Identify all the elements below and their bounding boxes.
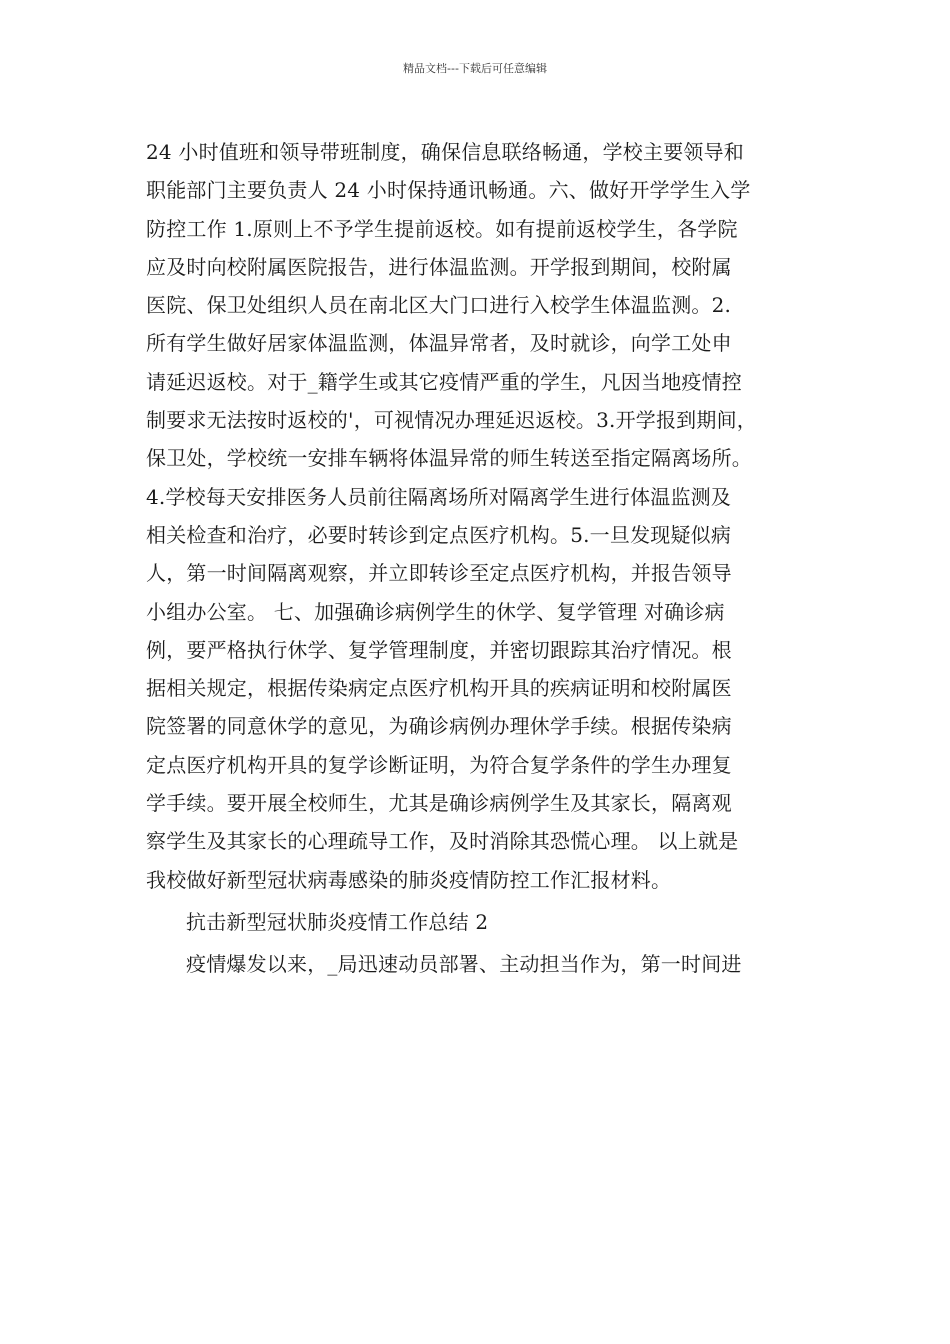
body-line: 定点医疗机构开具的复学诊断证明，为符合复学条件的学生办理复 bbox=[146, 752, 732, 777]
body-line: 院签署的同意休学的意见，为确诊病例办理休学手续。根据传染病 bbox=[146, 714, 732, 739]
body-line: 防控工作 1.原则上不予学生提前返校。如有提前返校学生，各学院 bbox=[146, 216, 738, 241]
section-title: 抗击新型冠状肺炎疫情工作总结 2 bbox=[186, 909, 489, 934]
body-line: 职能部门主要负责人 24 小时保持通讯畅通。六、做好开学学生入学 bbox=[146, 178, 751, 203]
body-line: 医院、保卫处组织人员在南北区大门口进行入校学生体温监测。2. bbox=[146, 293, 732, 318]
page-header: 精品文档---下载后可任意编辑 bbox=[403, 62, 547, 75]
body-line: 所有学生做好居家体温监测，体温异常者，及时就诊，向学工处申 bbox=[146, 331, 732, 356]
body-line: 保卫处，学校统一安排车辆将体温异常的师生转送至指定隔离场所。 bbox=[146, 446, 752, 471]
body-line: 察学生及其家长的心理疏导工作，及时消除其恐慌心理。 以上就是 bbox=[146, 829, 739, 854]
body-line: 据相关规定，根据传染病定点医疗机构开具的疾病证明和校附属医 bbox=[146, 676, 732, 701]
body-line: 请延迟返校。对于_籍学生或其它疫情严重的学生，凡因当地疫情控 bbox=[146, 369, 742, 394]
body-line: 我校做好新型冠状病毒感染的肺炎疫情防控工作汇报材料。 bbox=[146, 867, 672, 892]
body-line: 4.学校每天安排医务人员前往隔离场所对隔离学生进行体温监测及 bbox=[146, 484, 732, 509]
paragraph-first-line: 疫情爆发以来，_局迅速动员部署、主动担当作为，第一时间进 bbox=[186, 952, 742, 977]
body-line: 相关检查和治疗，必要时转诊到定点医疗机构。5.一旦发现疑似病 bbox=[146, 522, 732, 547]
body-line: 小组办公室。 七、加强确诊病例学生的休学、复学管理 对确诊病 bbox=[146, 599, 725, 624]
body-line: 人，第一时间隔离观察，并立即转诊至定点医疗机构，并报告领导 bbox=[146, 561, 732, 586]
document-body bbox=[146, 133, 826, 984]
body-line: 应及时向校附属医院报告，进行体温监测。开学报到期间，校附属 bbox=[146, 254, 732, 279]
body-line: 学手续。要开展全校师生，尤其是确诊病例学生及其家长，隔离观 bbox=[146, 791, 732, 816]
body-line: 24 小时值班和领导带班制度，确保信息联络畅通，学校主要领导和 bbox=[146, 140, 745, 164]
body-line: 制要求无法按时返校的'，可视情况办理延迟返校。3.开学报到期间， bbox=[146, 408, 757, 433]
body-line: 例，要严格执行休学、复学管理制度，并密切跟踪其治疗情况。根 bbox=[146, 637, 732, 662]
